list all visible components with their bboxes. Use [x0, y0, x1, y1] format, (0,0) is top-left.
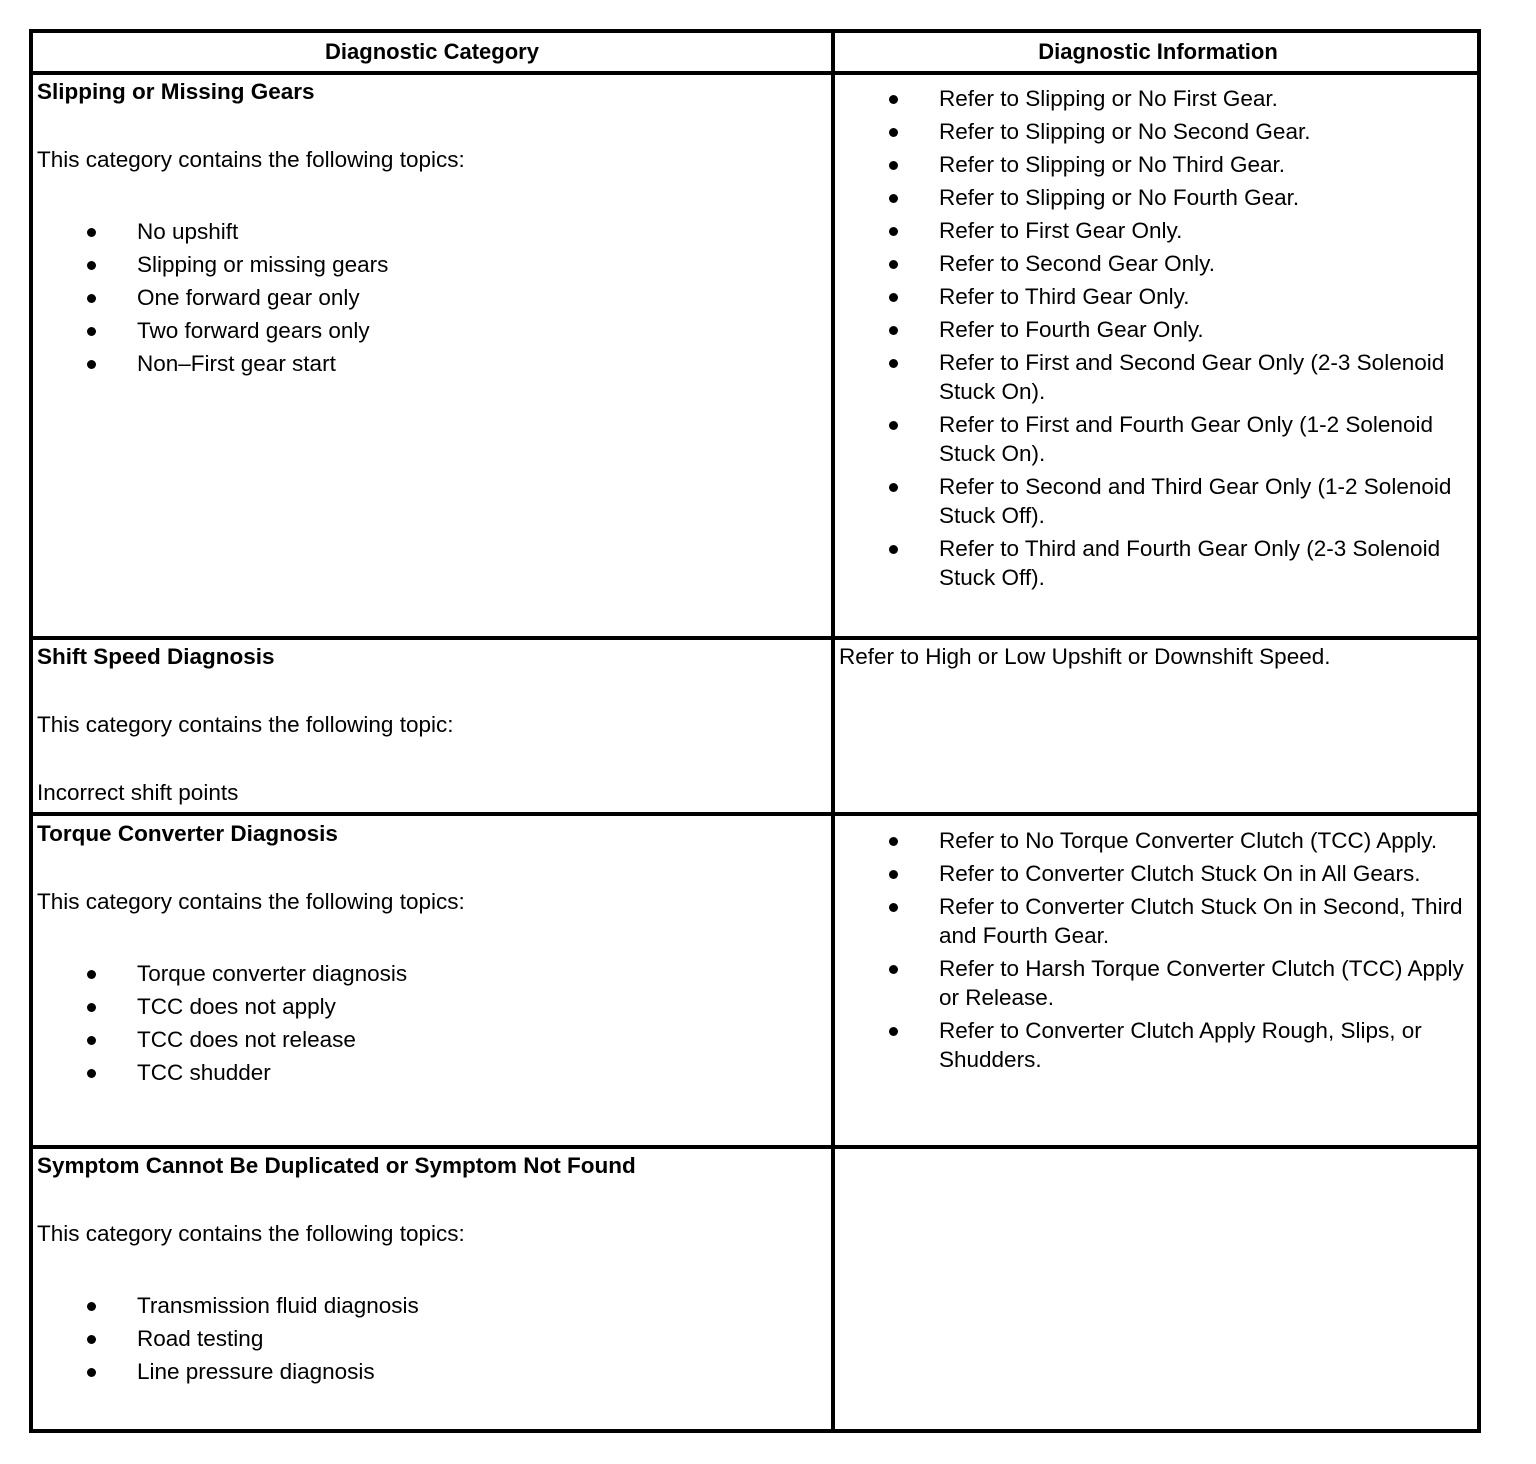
bullet-icon	[889, 483, 898, 492]
list-item: Refer to First and Fourth Gear Only (1-2 Solenoid Stuck On).	[839, 410, 1469, 468]
topic-list	[37, 215, 827, 380]
list-item: Refer to Slipping or No First Gear.	[839, 84, 1469, 113]
bullet-icon	[889, 545, 898, 554]
list-item: Refer to Second and Third Gear Only (1-2 Solenoid Stuck Off).	[839, 472, 1469, 530]
bullet-icon	[889, 965, 898, 974]
bullet-icon	[889, 1027, 898, 1036]
bullet-icon	[889, 161, 898, 170]
list-item: Line pressure diagnosis	[37, 1355, 827, 1388]
bullet-icon	[87, 1302, 96, 1311]
topic-list	[37, 1289, 827, 1388]
list-item: One forward gear only	[37, 281, 827, 314]
list-item: Two forward gears only	[37, 314, 827, 347]
bullet-icon	[87, 261, 96, 270]
topic-list	[37, 957, 827, 1089]
category-title: Torque Converter Diagnosis	[37, 821, 338, 846]
bullet-icon	[889, 227, 898, 236]
list-item: Refer to Third Gear Only.	[839, 282, 1469, 311]
list-item: Refer to First and Second Gear Only (2-3 Solenoid Stuck On).	[839, 348, 1469, 406]
list-item: Refer to Slipping or No Third Gear.	[839, 150, 1469, 179]
bullet-icon	[889, 260, 898, 269]
bullet-icon	[889, 421, 898, 430]
list-item: Refer to Converter Clutch Apply Rough, Slips, or Shudders.	[839, 1016, 1473, 1074]
bullet-icon	[889, 293, 898, 302]
bullet-icon	[889, 837, 898, 846]
bullet-icon	[889, 95, 898, 104]
list-item: Refer to Converter Clutch Stuck On in All Gears.	[839, 859, 1473, 888]
info-list	[839, 84, 1469, 592]
list-item: Non–First gear start	[37, 347, 827, 380]
list-item: Refer to Harsh Torque Converter Clutch (TCC) Apply or Release.	[839, 954, 1473, 1012]
category-topic: Incorrect shift points	[37, 780, 239, 805]
list-item: Refer to Third and Fourth Gear Only (2-3 Solenoid Stuck Off).	[839, 534, 1469, 592]
category-intro: This category contains the following topics:	[37, 889, 465, 914]
bullet-icon	[87, 360, 96, 369]
info-cell-torque-converter	[839, 826, 1479, 1078]
bullet-icon	[87, 294, 96, 303]
list-item: TCC does not apply	[37, 990, 827, 1023]
bullet-icon	[87, 1036, 96, 1045]
info-text: Refer to High or Low Upshift or Downshift Speed.	[839, 644, 1331, 669]
bullet-icon	[889, 326, 898, 335]
info-list	[839, 826, 1473, 1074]
bullet-icon	[889, 870, 898, 879]
category-title: Slipping or Missing Gears	[37, 79, 315, 104]
bullet-icon	[889, 359, 898, 368]
list-item: Torque converter diagnosis	[37, 957, 827, 990]
list-item: Transmission fluid diagnosis	[37, 1289, 827, 1322]
bullet-icon	[87, 1069, 96, 1078]
bullet-icon	[87, 327, 96, 336]
list-item: Slipping or missing gears	[37, 248, 827, 281]
bullet-icon	[889, 194, 898, 203]
info-cell-slipping	[839, 84, 1479, 596]
list-item: TCC does not release	[37, 1023, 827, 1056]
category-cell-shift-speed	[37, 640, 827, 809]
header-diagnostic-information: Diagnostic Information	[1038, 39, 1278, 64]
list-item: Refer to Slipping or No Second Gear.	[839, 117, 1469, 146]
list-item: Refer to First Gear Only.	[839, 216, 1469, 245]
category-intro: This category contains the following topics:	[37, 147, 465, 172]
bullet-icon	[87, 1335, 96, 1344]
list-item: Road testing	[37, 1322, 827, 1355]
category-intro: This category contains the following topic:	[37, 712, 454, 737]
category-title: Symptom Cannot Be Duplicated or Symptom Not Found	[37, 1153, 636, 1178]
column-divider	[831, 33, 835, 1429]
category-intro: This category contains the following topics:	[37, 1221, 465, 1246]
category-title: Shift Speed Diagnosis	[37, 644, 275, 669]
bullet-icon	[889, 128, 898, 137]
bullet-icon	[87, 1003, 96, 1012]
list-item: Refer to Second Gear Only.	[839, 249, 1469, 278]
category-cell-symptom-not-found	[37, 1149, 827, 1388]
list-item: Refer to Fourth Gear Only.	[839, 315, 1469, 344]
list-item: No upshift	[37, 215, 827, 248]
header-diagnostic-category: Diagnostic Category	[325, 39, 539, 64]
category-cell-torque-converter	[37, 817, 827, 1089]
list-item: TCC shudder	[37, 1056, 827, 1089]
list-item: Refer to No Torque Converter Clutch (TCC) Apply.	[839, 826, 1473, 855]
list-item: Refer to Slipping or No Fourth Gear.	[839, 183, 1469, 212]
bullet-icon	[87, 228, 96, 237]
diagnostic-table	[29, 29, 1481, 1433]
row-divider	[33, 812, 1477, 816]
bullet-icon	[87, 1368, 96, 1377]
bullet-icon	[889, 903, 898, 912]
info-cell-shift-speed	[839, 640, 1479, 673]
list-item: Refer to Converter Clutch Stuck On in Second, Third and Fourth Gear.	[839, 892, 1473, 950]
bullet-icon	[87, 970, 96, 979]
category-cell-slipping	[37, 75, 827, 380]
